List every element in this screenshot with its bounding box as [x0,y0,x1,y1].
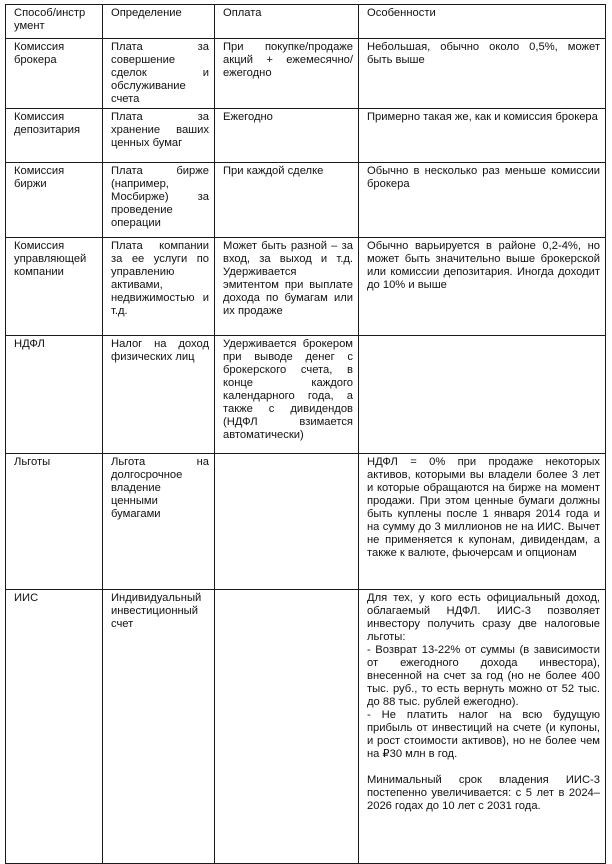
table-header-row [6,5,606,39]
cell-features: Обычно варьируется в районе 0,2-4%, но может быть значительно выше брокерской или комиссии депозитария. Иногда доходит до 10% и выше [359,238,606,336]
cell-method: Комиссия депозитария [6,109,103,163]
cell-features: Примерно такая же, как и комиссия брокера [359,109,606,163]
cell-payment: Ежегодно [215,109,359,163]
table-row [6,336,606,454]
cell-payment [215,590,359,864]
table-row [6,109,606,163]
cell-payment: Удерживается брокером при выводе денег с брокерского счета, в конце каждого календарного года, а также с дивидендов (НДФЛ взимается автоматически) [215,336,359,454]
cell-definition: Плата компании за ее услуги по управлению активами, недвижимостью и т.д. [103,238,215,336]
cell-definition: Льгота на долгосрочное владение ценными бумагами [103,454,215,590]
table-row [6,590,606,864]
cell-method: Комиссия биржи [6,163,103,238]
cell-payment: Может быть разной – за вход, за выход и т.д. Удерживается эмитентом при выплате дохода по бумагам или их продаже [215,238,359,336]
cell-payment: При каждой сделке [215,163,359,238]
cell-features: Для тех, у кого есть официальный доход, облагаемый НДФЛ. ИИС-3 позволяет инвестору получить сразу две налоговые льготы: - Возврат 13-22% от суммы (в зависимости от ежегодного дохода инвестора), внесенной на счет за год (но не более 400 тыс. руб., то есть вернуть можно от 52 тыс. до 88 тыс. рублей ежегодно). - Не платить налог на всю будущую прибыль от инвестиций на счете (и купоны, и рост стоимости активов), но не более чем на ₽30 млн в год. Минимальный срок владения ИИС-3 постепенно увеличивается: с 5 лет в 2024–2026 годах до 10 лет с 2031 года. [359,590,606,864]
cell-method: НДФЛ [6,336,103,454]
comparison-table [5,4,606,864]
table-row [6,238,606,336]
cell-features [359,336,606,454]
cell-payment [215,454,359,590]
cell-method: Комиссия управляющей компании [6,238,103,336]
cell-definition: Индивидуальный инвестиционный счет [103,590,215,864]
table-row [6,454,606,590]
cell-features: НДФЛ = 0% при продаже некоторых активов, которыми вы владели более 3 лет и которые обращаются на бирже на момент продажи. При этом ценные бумаги должны быть куплены после 1 января 2014 года и на сумму до 3 миллионов не на ИИС. Вычет не применяется к купонам, дивидендам, а также к валюте, фьючерсам и опционам [359,454,606,590]
table-row [6,163,606,238]
cell-definition: Плата за хранение ваших ценных бумаг [103,109,215,163]
cell-features: Небольшая, обычно около 0,5%, может быть выше [359,39,606,109]
cell-definition: Налог на доход физических лиц [103,336,215,454]
cell-definition: Плата за совершение сделок и обслуживание счета [103,39,215,109]
cell-method: Льготы [6,454,103,590]
table-row [6,39,606,109]
cell-definition: Плата бирже (например, Мосбирже) за проведение операции [103,163,215,238]
header-features: Особенности [359,5,606,39]
header-payment: Оплата [215,5,359,39]
cell-features: Обычно в несколько раз меньше комиссии брокера [359,163,606,238]
cell-method: Комиссия брокера [6,39,103,109]
header-definition: Определение [103,5,215,39]
cell-method: ИИС [6,590,103,864]
cell-payment: При покупке/продаже акций + ежемесячно/ежегодно [215,39,359,109]
header-method: Способ/инстр умент [6,5,103,39]
